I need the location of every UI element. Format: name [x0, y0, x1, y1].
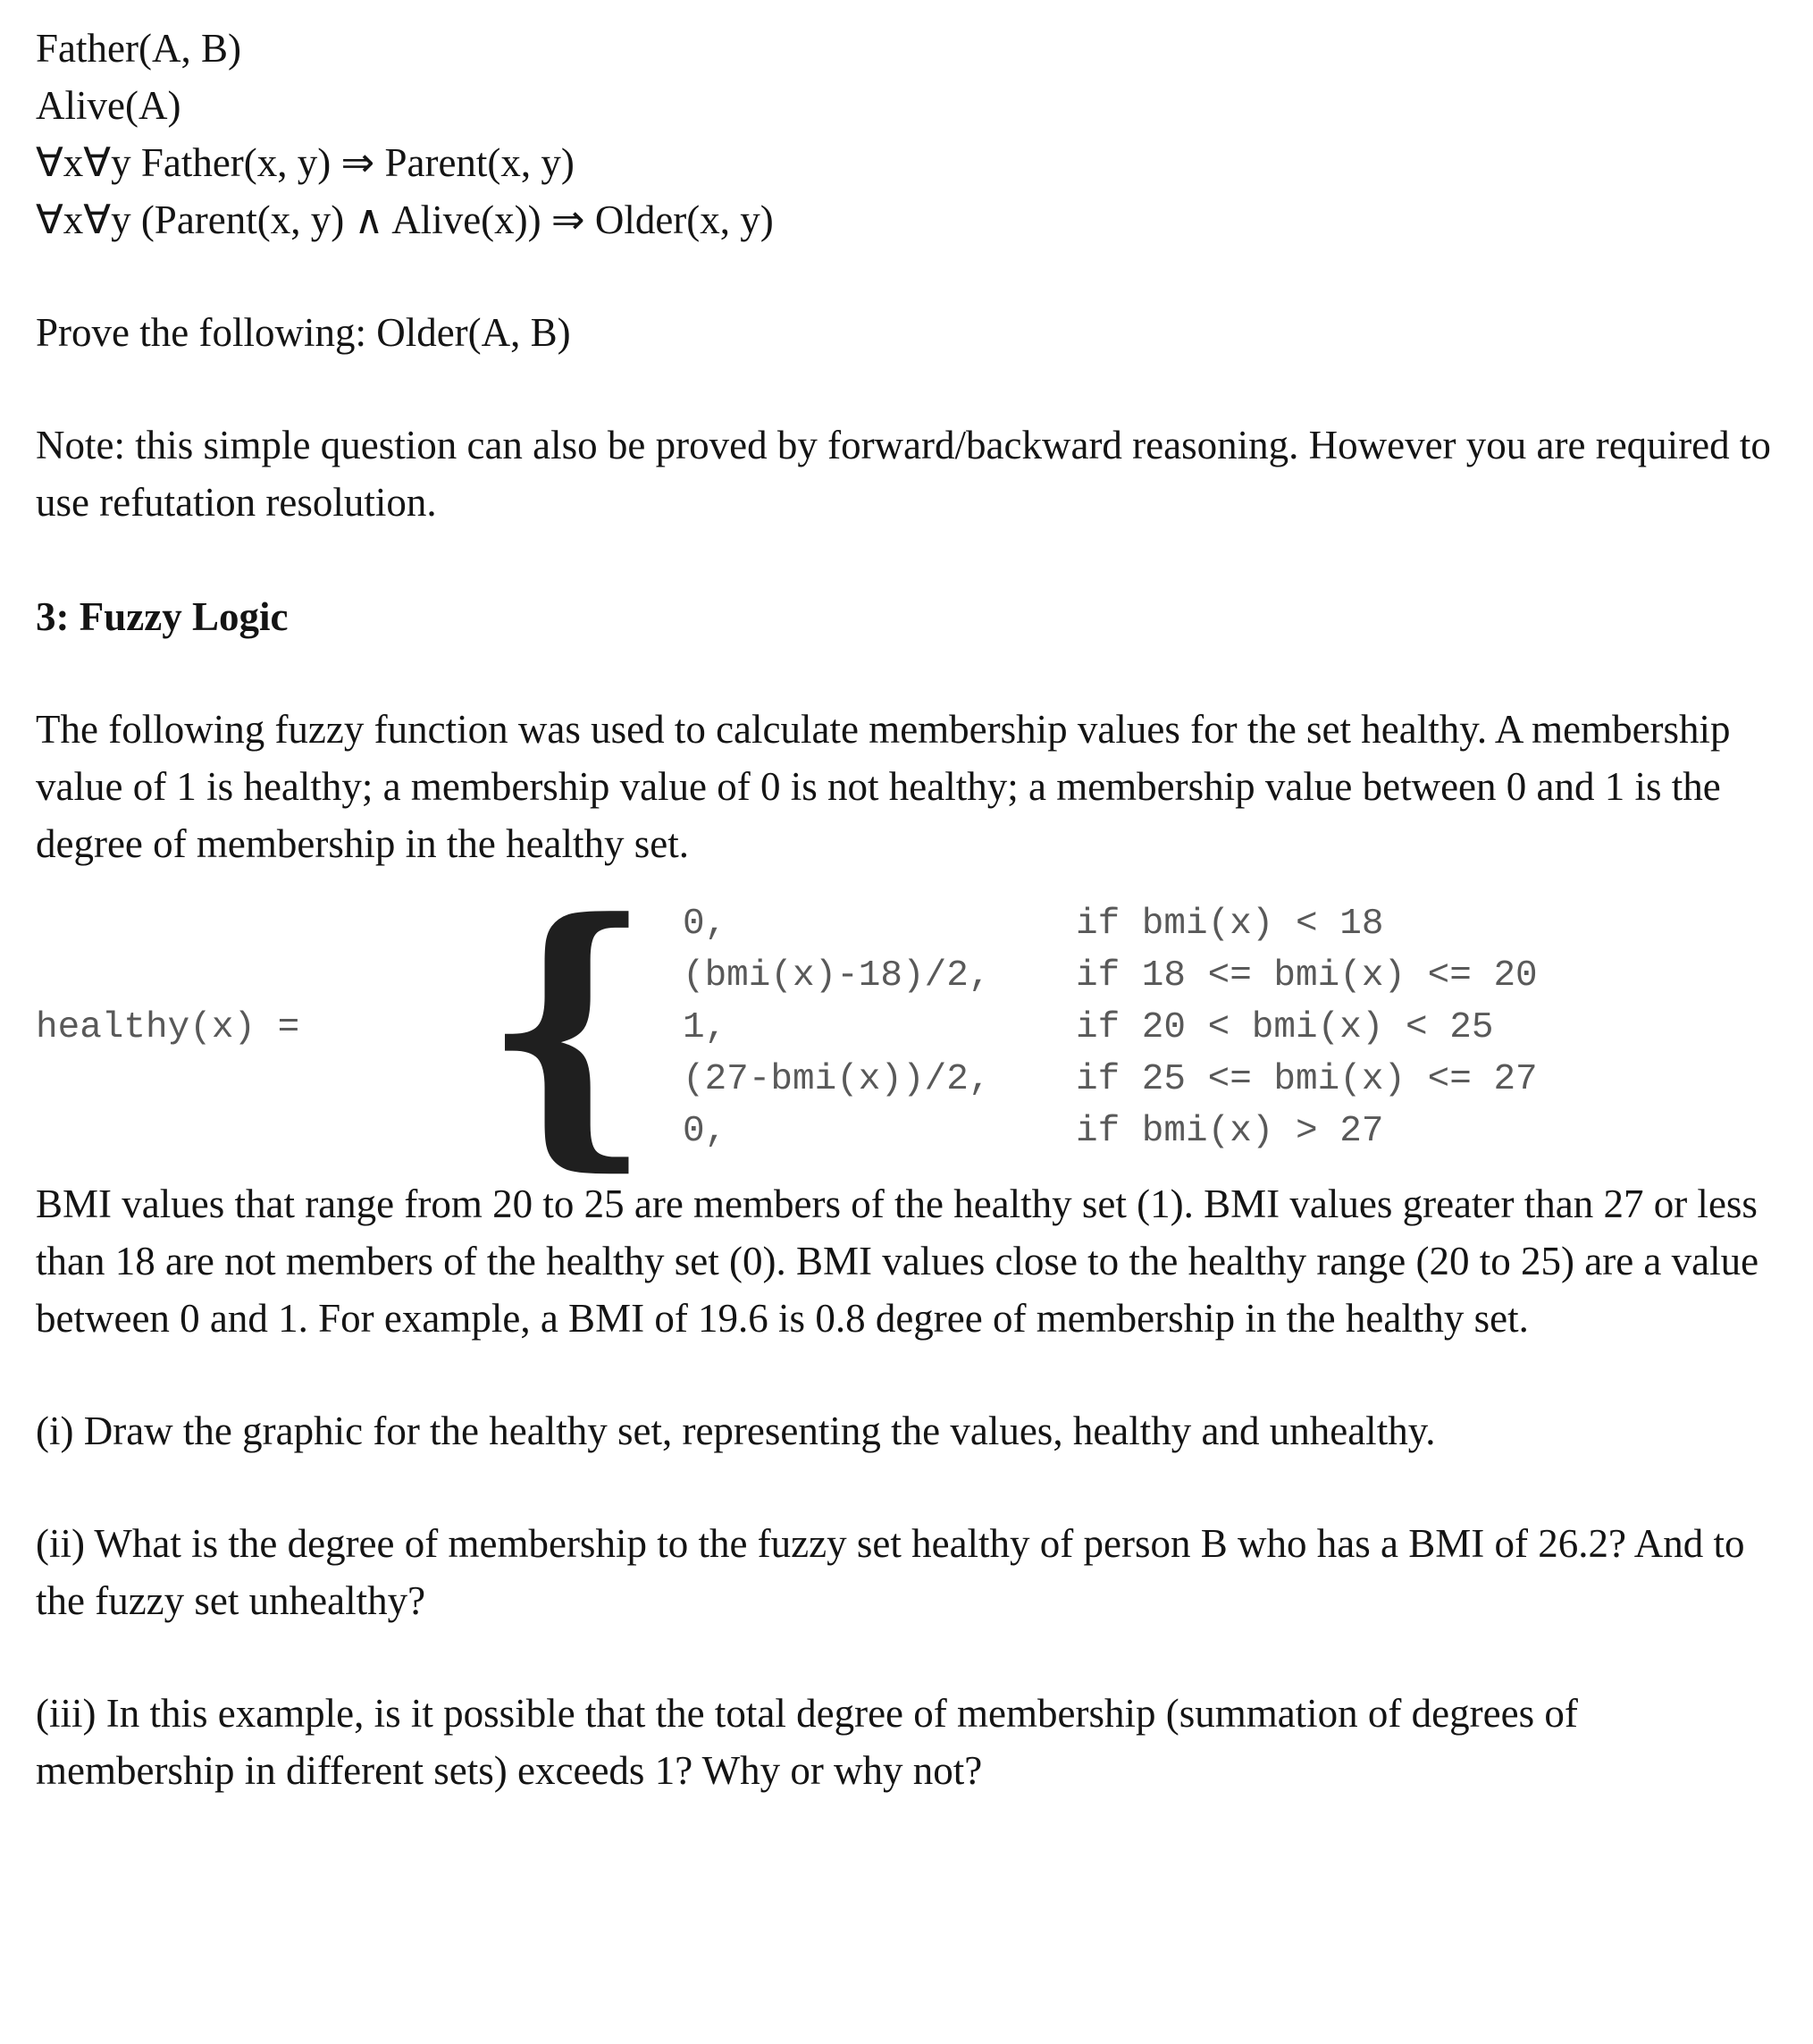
premise-line: ∀x∀y (Parent(x, y) ∧ Alive(x)) ⇒ Older(x, y) [36, 198, 774, 242]
question-ii: (ii) What is the degree of membership to the fuzzy set healthy of person B who has a BMI of 26.2? And to the fuzzy set unhealthy? [36, 1521, 1745, 1623]
case-value: 0, [682, 1110, 727, 1152]
case-condition: if 20 < bmi(x) < 25 [1075, 1006, 1494, 1048]
function-cases [683, 898, 1538, 1157]
case-row [683, 1054, 1538, 1106]
case-row [683, 1002, 1538, 1054]
case-condition: if 25 <= bmi(x) <= 27 [1075, 1058, 1538, 1100]
case-row [683, 898, 1538, 950]
case-value: 1, [682, 1006, 727, 1048]
question-iii: (iii) In this example, is it possible that the total degree of membership (summation of degrees of membership in different sets) exceeds 1? Why or why not? [36, 1691, 1578, 1793]
case-condition: if 18 <= bmi(x) <= 20 [1075, 955, 1538, 997]
intro-paragraph: The following fuzzy function was used to calculate membership values for the set healthy. A membership value of 1 is healthy; a membership value of 0 is not healthy; a membership value between 0 and 1 is the degree of membership in the healthy set. [36, 707, 1731, 866]
premise-line: ∀x∀y Father(x, y) ⇒ Parent(x, y) [36, 140, 575, 185]
case-condition: if bmi(x) < 18 [1075, 903, 1384, 945]
case-value: (27-bmi(x))/2, [682, 1058, 991, 1100]
prove-statement: Prove the following: Older(A, B) [36, 310, 571, 355]
note-paragraph: Note: this simple question can also be proved by forward/backward reasoning. However you are required to use refutation resolution. [36, 423, 1771, 525]
premise-line: Father(A, B) [36, 26, 241, 71]
question-i: (i) Draw the graphic for the healthy set, representing the values, healthy and unhealthy. [36, 1409, 1436, 1453]
case-condition: if bmi(x) > 27 [1075, 1110, 1384, 1152]
logic-premises [36, 20, 1774, 248]
case-row [683, 1106, 1538, 1157]
case-row [683, 950, 1538, 1002]
case-value: 0, [682, 903, 727, 945]
section-heading: 3: Fuzzy Logic [36, 594, 289, 639]
function-lhs: healthy(x) = [36, 1006, 300, 1048]
case-value: (bmi(x)-18)/2, [682, 955, 991, 997]
fuzzy-function-block [36, 860, 1774, 1195]
explanation-paragraph: BMI values that range from 20 to 25 are members of the healthy set (1). BMI values greater than 27 or less than 18 are not members of the healthy set (0). BMI values close to the healthy range (20 to 25) are a value between 0 and 1. For example, a BMI of 19.6 is 0.8 degree of membership in the healthy set. [36, 1182, 1759, 1341]
premise-line: Alive(A) [36, 83, 181, 128]
curly-brace: { [483, 860, 652, 1195]
